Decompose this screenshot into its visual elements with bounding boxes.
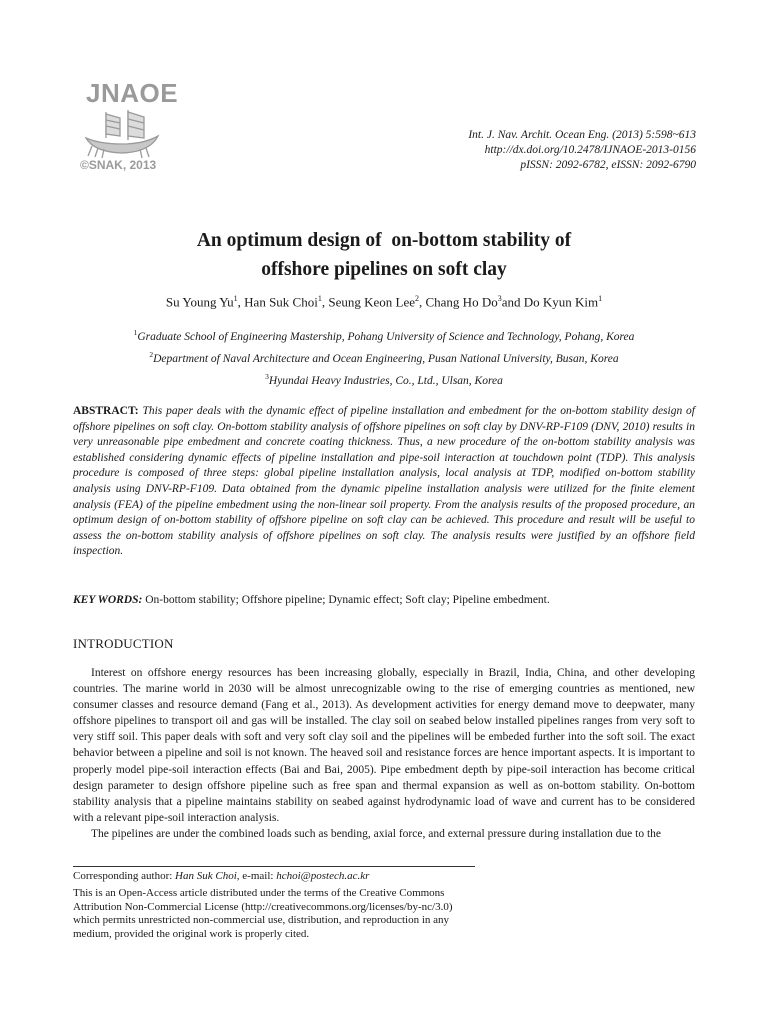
author-name: Do Kyun Kim bbox=[523, 294, 599, 310]
author-sup: 1 bbox=[317, 294, 322, 303]
abstract-label: ABSTRACT: bbox=[73, 405, 139, 417]
keywords-label: KEY WORDS: bbox=[73, 594, 143, 606]
author-sup: 2 bbox=[414, 294, 419, 303]
abstract-text: This paper deals with the dynamic effect of pipeline installation and embedment for the on-bottom stability design of offshore pipelines on soft clay. On-bottom stability analysis of offshore pipelines on soft clay by DNV-RP-F109 (DNV, 2010) results in very unreasonable pipe embedment and concrete coating thickness. Thus, a new procedure of the on-bottom stability analysis was established considering dynamic effects of pipeline installation and pipe-soil interaction at touchdown point (TDP). This analysis procedure is composed of three steps: global pipeline installation analysis, local analysis at TDP, modified on-bottom stability analysis using DNV-RP-F109. Data obtained from the dynamic pipeline installation analysis were utilized for the finite element analysis (FEA) of the pipeline embedment using the non-linear soil property. From the analysis results of the proposed procedure, an optimum design of on-bottom stability of offshore pipeline on soft clay can be achieved. This procedure and result will be useful to assess the on-bottom stability analysis of offshore pipelines on soft clay. The analysis results were justified by an offshore field inspection. bbox=[73, 405, 695, 558]
affiliation-list bbox=[0, 324, 768, 389]
paragraph: The pipelines are under the combined loads such as bending, axial force, and external pressure during installation due to the bbox=[91, 827, 662, 840]
ship-icon bbox=[84, 108, 160, 158]
author-name: Chang Ho Do bbox=[425, 294, 498, 310]
footnote-divider bbox=[73, 866, 475, 867]
introduction-body bbox=[73, 665, 695, 842]
author-sup: 1 bbox=[233, 294, 238, 303]
author-name: Su Young Yu bbox=[165, 294, 234, 310]
footnote bbox=[73, 870, 478, 942]
corresponding-author: Corresponding author: Han Suk Choi, e-mail: hchoi@postech.ac.kr bbox=[73, 870, 370, 882]
paragraph: Interest on offshore energy resources has been increasing globally, especially in Brazil, India, China, and other developing countries. The marine world in 2030 will be almost unrecognizable owing to the rise of emerging countries as mentioned, new consumer classes and resource demand (Fang et al., 2013). As development activities for energy demand move to deepwater, many offshore pipelines to transport oil and gas will be installed. The clay soil on seabed below installed pipelines ranges from very soft to very stiff soil. This paper deals with soft and very soft clay soil and the pipelines will be embeded further into the soft soil. The exact behavior between a pipeline and soil is not known. The heaved soil and resistance forces are hence important aspects. It is important to properly model pipe-soil interaction effects (Bai and Bai, 2005). Pipe embedment depth by pipe-soil interaction has become critical design parameter to design offshore pipeline such as free span and thermal expansion as well as on-bottom stability. On-bottom stability analysis that a pipeline maintains stability on seabed against hydrodynamic load of wave and current has to be considered with a relevant pipe-soil interaction analysis. bbox=[73, 667, 695, 824]
author-sup: 3 bbox=[497, 294, 502, 303]
affiliation: $^1$Graduate School of Engineering Mastership, Pohang University of Science and Technology, Pohang, Korea bbox=[133, 328, 635, 343]
affiliation: $^2$Department of Naval Architecture and Ocean Engineering, Pusan National University, Busan, Korea bbox=[149, 349, 619, 365]
journal-citation: Int. J. Nav. Archit. Ocean Eng. (2013) 5:598~613 bbox=[468, 129, 696, 141]
keywords bbox=[73, 594, 695, 606]
journal-issn: pISSN: 2092-6782, eISSN: 2092-6790 bbox=[520, 159, 696, 171]
keywords-text: On-bottom stability; Offshore pipeline; Dynamic effect; Soft clay; Pipeline embedment. bbox=[145, 594, 550, 606]
logo-title: JNAOE bbox=[86, 78, 179, 108]
author-list: Su Young Yu$^1$, Han Suk Choi$^1$, Seung Keon Lee$^2$, Chang Ho Do$^3$and Do Kyun Kim$^1$ bbox=[165, 294, 603, 310]
license-notice: This is an Open-Access article distributed under the terms of the Creative Commons Attribution Non-Commercial License (http://creativecommons.org/licenses/by-nc/3.0) which permits unrestricted non-commercial use, distribution, and reproduction in any medium, provided the original work is properly cited. bbox=[73, 886, 453, 941]
journal-doi[interactable]: http://dx.doi.org/10.2478/IJNAOE-2013-0156 bbox=[484, 144, 696, 156]
journal-info bbox=[468, 128, 696, 173]
journal-logo bbox=[80, 78, 180, 178]
corresponding-email[interactable]: hchoi@postech.ac.kr bbox=[276, 870, 370, 882]
title-line-2: offshore pipelines on soft clay bbox=[261, 259, 507, 280]
logo-copyright: ©SNAK, 2013 bbox=[80, 158, 157, 172]
abstract bbox=[73, 404, 695, 560]
title-line-1: An optimum design of on-bottom stability of bbox=[196, 230, 572, 251]
author-name: Seung Keon Lee bbox=[328, 294, 415, 310]
author-name: Han Suk Choi bbox=[244, 294, 318, 310]
affiliation: $^3$Hyundai Heavy Industries, Co., Ltd., Ulsan, Korea bbox=[265, 371, 503, 387]
paper-title bbox=[0, 226, 768, 284]
section-heading-introduction: INTRODUCTION bbox=[73, 636, 174, 651]
author-sup: 1 bbox=[598, 294, 603, 303]
corresponding-name: Han Suk Choi bbox=[175, 870, 237, 882]
